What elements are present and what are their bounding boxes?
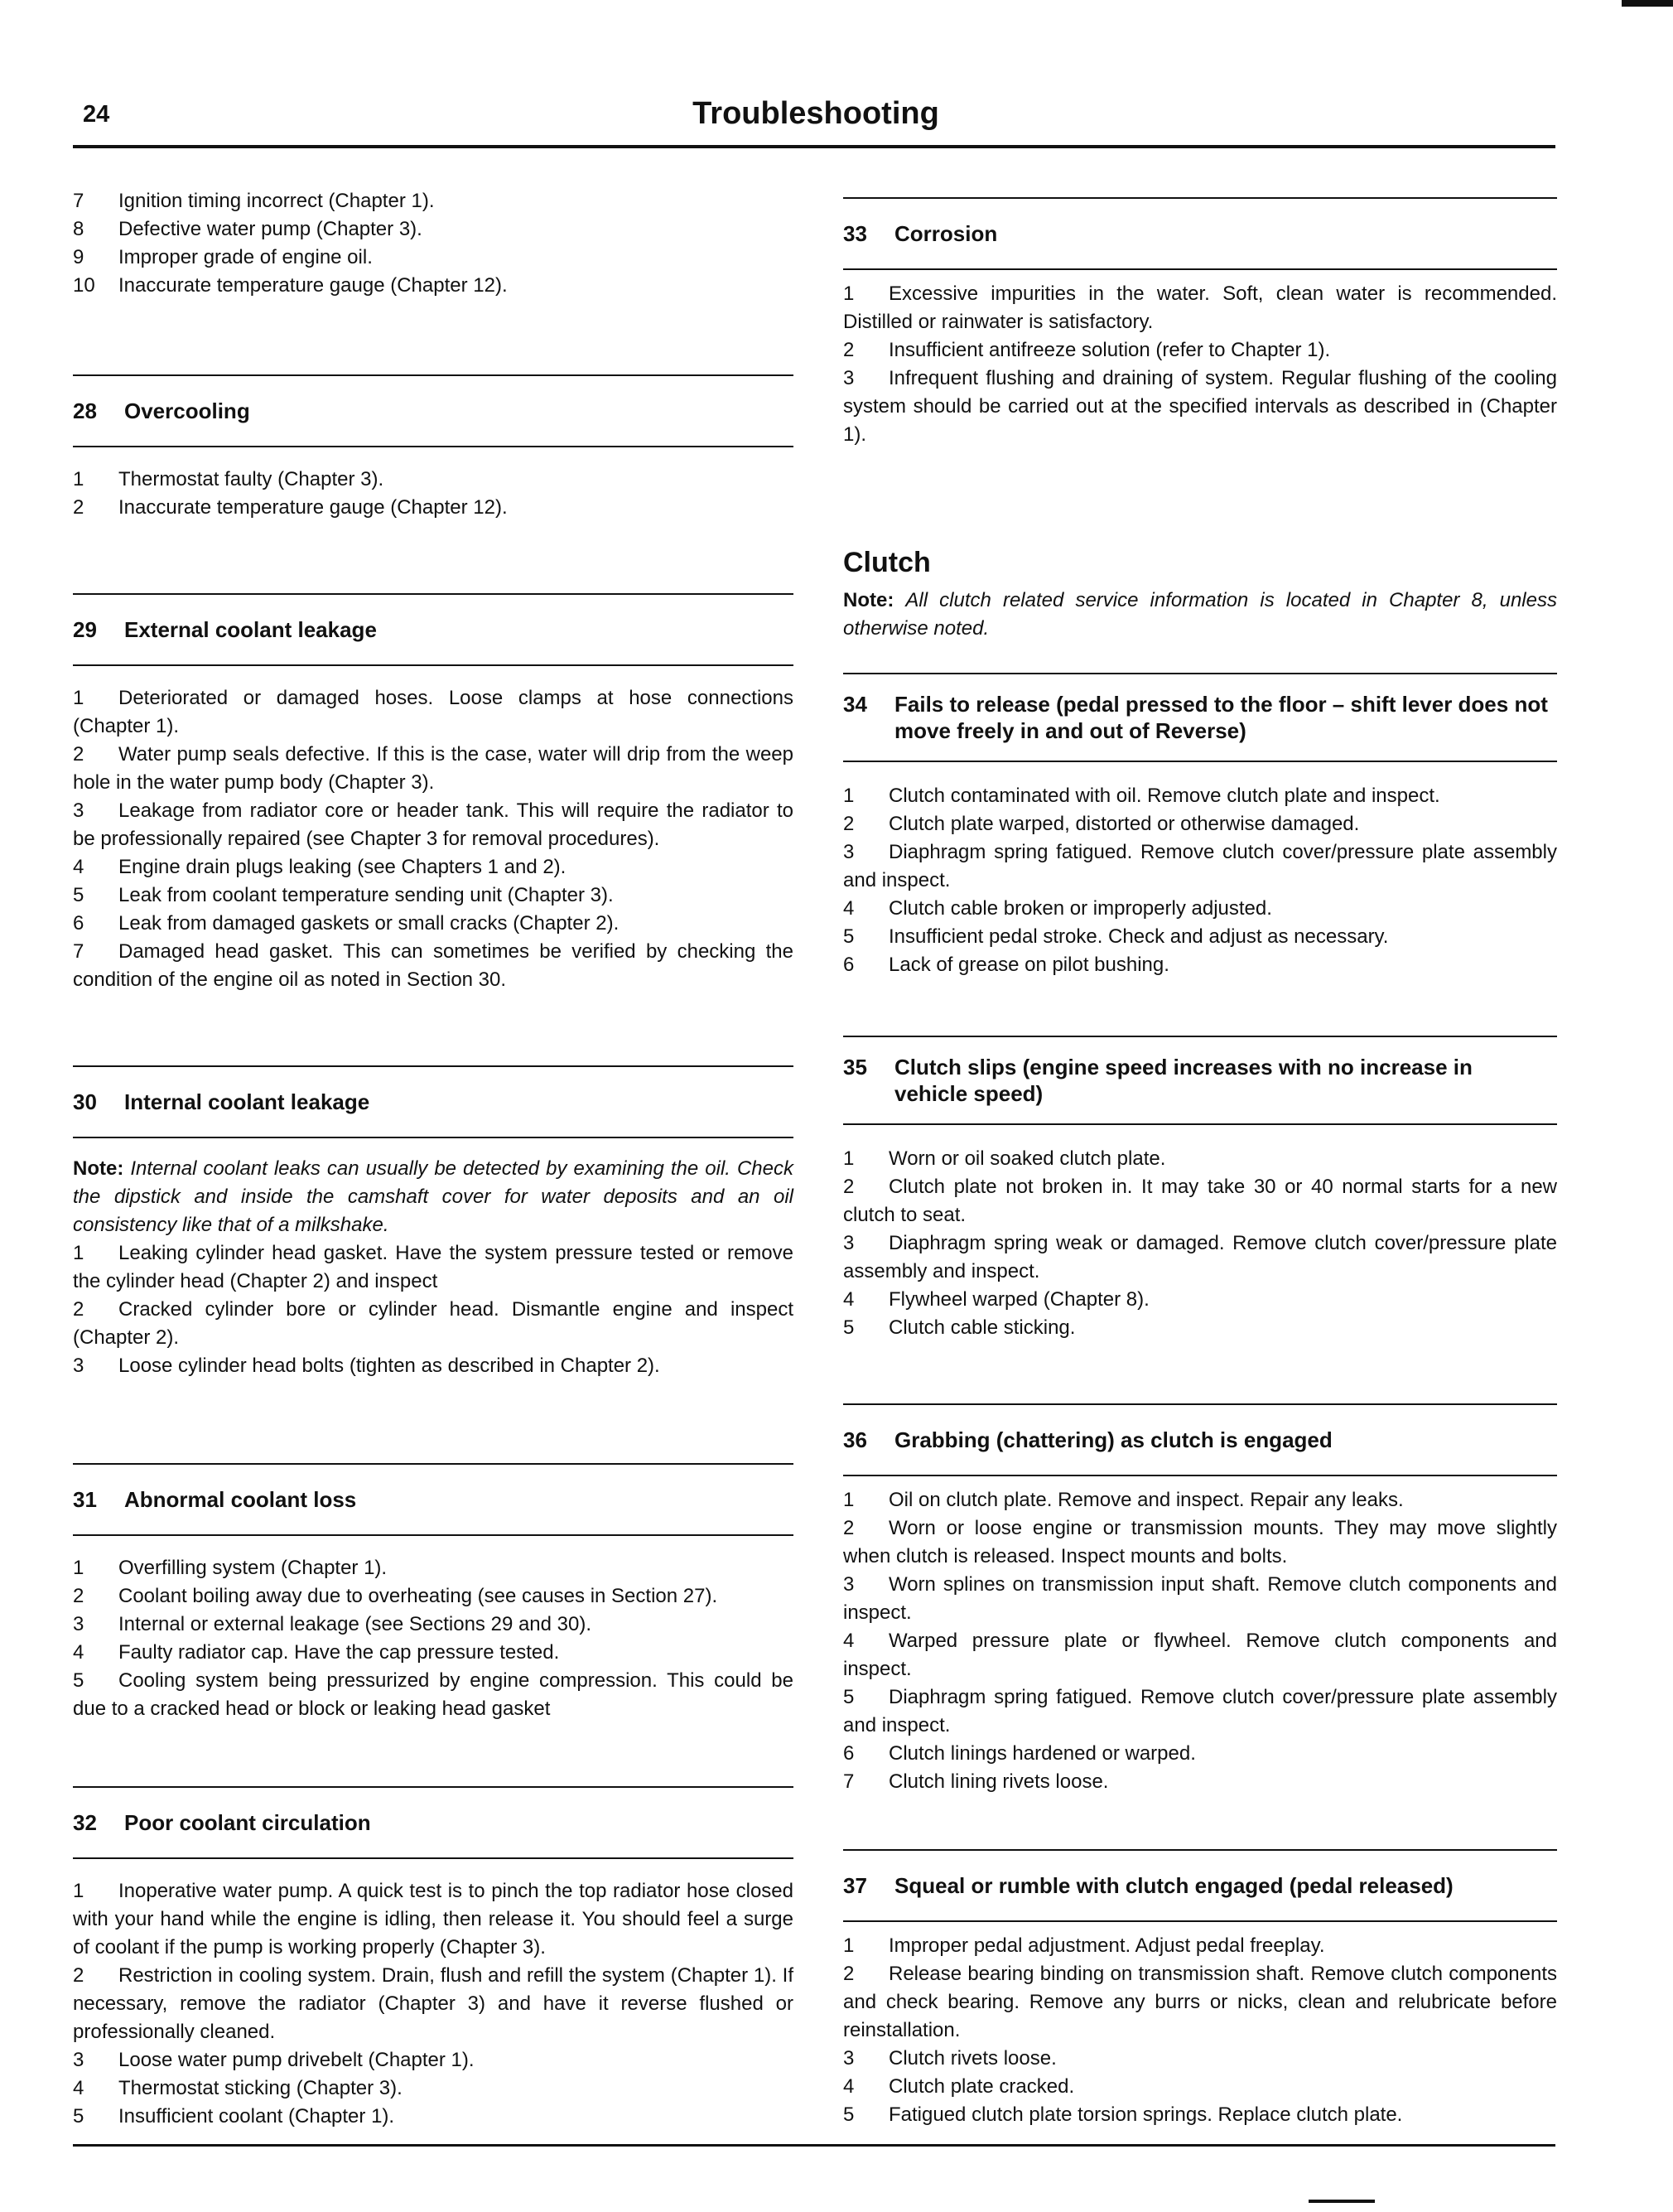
list-item: 4 Clutch cable broken or improperly adjusted.	[843, 897, 1272, 920]
section-31-heading: 31 Abnormal coolant loss	[73, 1463, 793, 1536]
section-35-heading: 35 Clutch slips (engine speed increases with no increase in vehicle speed)	[843, 1036, 1557, 1125]
section-37-heading: 37 Squeal or rumble with clutch engaged (pedal released)	[843, 1849, 1557, 1922]
section-33-list	[843, 280, 1557, 449]
list-item: 4 Faulty radiator cap. Have the cap pressure tested.	[73, 1641, 560, 1664]
list-item: 3 Internal or external leakage (see Sections 29 and 30).	[73, 1613, 592, 1635]
section-29-heading: 29 External coolant leakage	[73, 593, 793, 666]
list-item: 1 Improper pedal adjustment. Adjust pedal freeplay.	[843, 1934, 1325, 1957]
section-30-note: Note: Internal coolant leaks can usually be detected by examining the oil. Check the dipstick and inside the camshaft cover for water deposits and an oil consistency like that of a milkshake.	[73, 1157, 793, 1236]
list-item: 1 Excessive impurities in the water. Soft, clean water is recommended. Distilled or rainwater is satisfactory.	[843, 283, 1557, 333]
section-36-heading: 36 Grabbing (chattering) as clutch is engaged	[843, 1403, 1557, 1476]
list-item: 1 Clutch contaminated with oil. Remove clutch plate and inspect.	[843, 785, 1440, 807]
list-item: 2 Clutch plate not broken in. It may take 30 or 40 normal starts for a new clutch to seat.	[843, 1176, 1557, 1226]
list-item: 1 Inoperative water pump. A quick test is to pinch the top radiator hose closed with your hand while the engine is idling, then release it. You should feel a surge of coolant if the pump is working properly (Chapter 3).	[73, 1880, 793, 1958]
list-item: 2 Clutch plate warped, distorted or otherwise damaged.	[843, 813, 1360, 835]
list-item: 5 Insufficient coolant (Chapter 1).	[73, 2105, 395, 2127]
list-item: 2 Worn or loose engine or transmission mounts. They may move slightly when clutch is released. Inspect mounts and bolts.	[843, 1517, 1557, 1567]
list-item: 5 Fatigued clutch plate torsion springs. Replace clutch plate.	[843, 2103, 1403, 2126]
list-item: 4 Flywheel warped (Chapter 8).	[843, 1288, 1150, 1311]
list-item: 1 Oil on clutch plate. Remove and inspect. Repair any leaks.	[843, 1489, 1404, 1511]
list-item: 4 Clutch plate cracked.	[843, 2075, 1075, 2098]
list-item: 10 Inaccurate temperature gauge (Chapter 12).	[73, 274, 508, 297]
list-item: 3 Worn splines on transmission input shaft. Remove clutch components and inspect.	[843, 1573, 1557, 1624]
section-36-list	[843, 1486, 1557, 1796]
clutch-note-block	[843, 587, 1557, 643]
list-item: 2 Coolant boiling away due to overheating (see causes in Section 27).	[73, 1585, 718, 1607]
page-title: Troubleshooting	[692, 96, 939, 131]
section-28-heading: 28 Overcooling	[73, 374, 793, 447]
list-item: 2 Insufficient antifreeze solution (refer to Chapter 1).	[843, 339, 1331, 361]
scan-edge-mark-bottom	[1309, 2200, 1375, 2203]
list-item: 6 Lack of grease on pilot bushing.	[843, 954, 1169, 976]
list-item: 2 Water pump seals defective. If this is the case, water will drip from the weep hole in the water pump body (Chapter 3).	[73, 743, 793, 794]
list-item: 5 Diaphragm spring fatigued. Remove clutch cover/pressure plate assembly and inspect.	[843, 1686, 1557, 1736]
footer-rule	[73, 2144, 1555, 2147]
list-item: 8 Defective water pump (Chapter 3).	[73, 218, 422, 240]
list-item: 7 Clutch lining rivets loose.	[843, 1770, 1109, 1793]
list-item: 3 Clutch rivets loose.	[843, 2047, 1057, 2070]
list-item: 2 Inaccurate temperature gauge (Chapter 12).	[73, 496, 508, 519]
list-item: 1 Leaking cylinder head gasket. Have the system pressure tested or remove the cylinder head (Chapter 2) and inspect	[73, 1242, 793, 1292]
list-item: 3 Loose cylinder head bolts (tighten as described in Chapter 2).	[73, 1355, 660, 1377]
list-item: 1 Worn or oil soaked clutch plate.	[843, 1147, 1166, 1170]
list-item: 5 Leak from coolant temperature sending unit (Chapter 3).	[73, 884, 614, 906]
clutch-note: Note: All clutch related service information is located in Chapter 8, unless otherwise noted.	[843, 589, 1557, 640]
list-item: 4 Thermostat sticking (Chapter 3).	[73, 2077, 403, 2099]
section-34-heading: 34 Fails to release (pedal pressed to the floor – shift lever does not move freely in and out of Reverse)	[843, 673, 1557, 762]
section-30-heading: 30 Internal coolant leakage	[73, 1065, 793, 1138]
section-33-heading: 33 Corrosion	[843, 197, 1557, 270]
list-item: 2 Release bearing binding on transmission shaft. Remove clutch components and check bearing. Remove any burrs or nicks, clean and relubricate before reinstallation.	[843, 1963, 1557, 2041]
section-31-list	[73, 1554, 793, 1723]
section-37-list	[843, 1932, 1557, 2129]
list-item: 4 Warped pressure plate or flywheel. Remove clutch components and inspect.	[843, 1630, 1557, 1680]
list-item: 3 Infrequent flushing and draining of system. Regular flushing of the cooling system should be carried out at the specified intervals as described in (Chapter 1).	[843, 367, 1557, 446]
section-30-body	[73, 1155, 793, 1380]
header-rule	[73, 145, 1555, 148]
list-item: 1 Overfilling system (Chapter 1).	[73, 1557, 388, 1579]
list-item: 6 Clutch linings hardened or warped.	[843, 1742, 1196, 1765]
list-item: 3 Diaphragm spring fatigued. Remove clutch cover/pressure plate assembly and inspect.	[843, 841, 1557, 891]
list-item: 7 Damaged head gasket. This can sometimes be verified by checking the condition of the engine oil as noted in Section 30.	[73, 940, 793, 991]
section-29-list	[73, 684, 793, 994]
section-35-list	[843, 1145, 1557, 1342]
list-item: 5 Clutch cable sticking.	[843, 1316, 1076, 1339]
scan-edge-mark	[1622, 0, 1673, 7]
section-28-list	[73, 466, 793, 522]
list-item: 6 Leak from damaged gaskets or small cracks (Chapter 2).	[73, 912, 620, 935]
list-item: 3 Loose water pump drivebelt (Chapter 1).	[73, 2049, 475, 2071]
continued-list	[73, 187, 793, 300]
list-item: 7 Ignition timing incorrect (Chapter 1).	[73, 190, 435, 212]
list-item: 3 Diaphragm spring weak or damaged. Remove clutch cover/pressure plate assembly and inspect.	[843, 1232, 1557, 1282]
list-item: 3 Leakage from radiator core or header tank. This will require the radiator to be professionally repaired (see Chapter 3 for removal procedures).	[73, 799, 793, 850]
list-item: 1 Deteriorated or damaged hoses. Loose clamps at hose connections (Chapter 1).	[73, 687, 793, 737]
clutch-heading: Clutch	[843, 547, 931, 578]
page-number: 24	[83, 101, 110, 128]
section-32-list	[73, 1877, 793, 2131]
list-item: 5 Insufficient pedal stroke. Check and adjust as necessary.	[843, 925, 1389, 948]
list-item: 9 Improper grade of engine oil.	[73, 246, 373, 268]
list-item: 5 Cooling system being pressurized by engine compression. This could be due to a cracked head or block or leaking head gasket	[73, 1669, 793, 1720]
section-34-list	[843, 782, 1557, 979]
list-item: 2 Cracked cylinder bore or cylinder head. Dismantle engine and inspect (Chapter 2).	[73, 1298, 793, 1349]
section-32-heading: 32 Poor coolant circulation	[73, 1786, 793, 1859]
list-item: 1 Thermostat faulty (Chapter 3).	[73, 468, 384, 490]
list-item: 4 Engine drain plugs leaking (see Chapters 1 and 2).	[73, 856, 567, 878]
list-item: 2 Restriction in cooling system. Drain, flush and refill the system (Chapter 1). If necessary, remove the radiator (Chapter 3) and have it reverse flushed or professionally cleaned.	[73, 1964, 793, 2043]
